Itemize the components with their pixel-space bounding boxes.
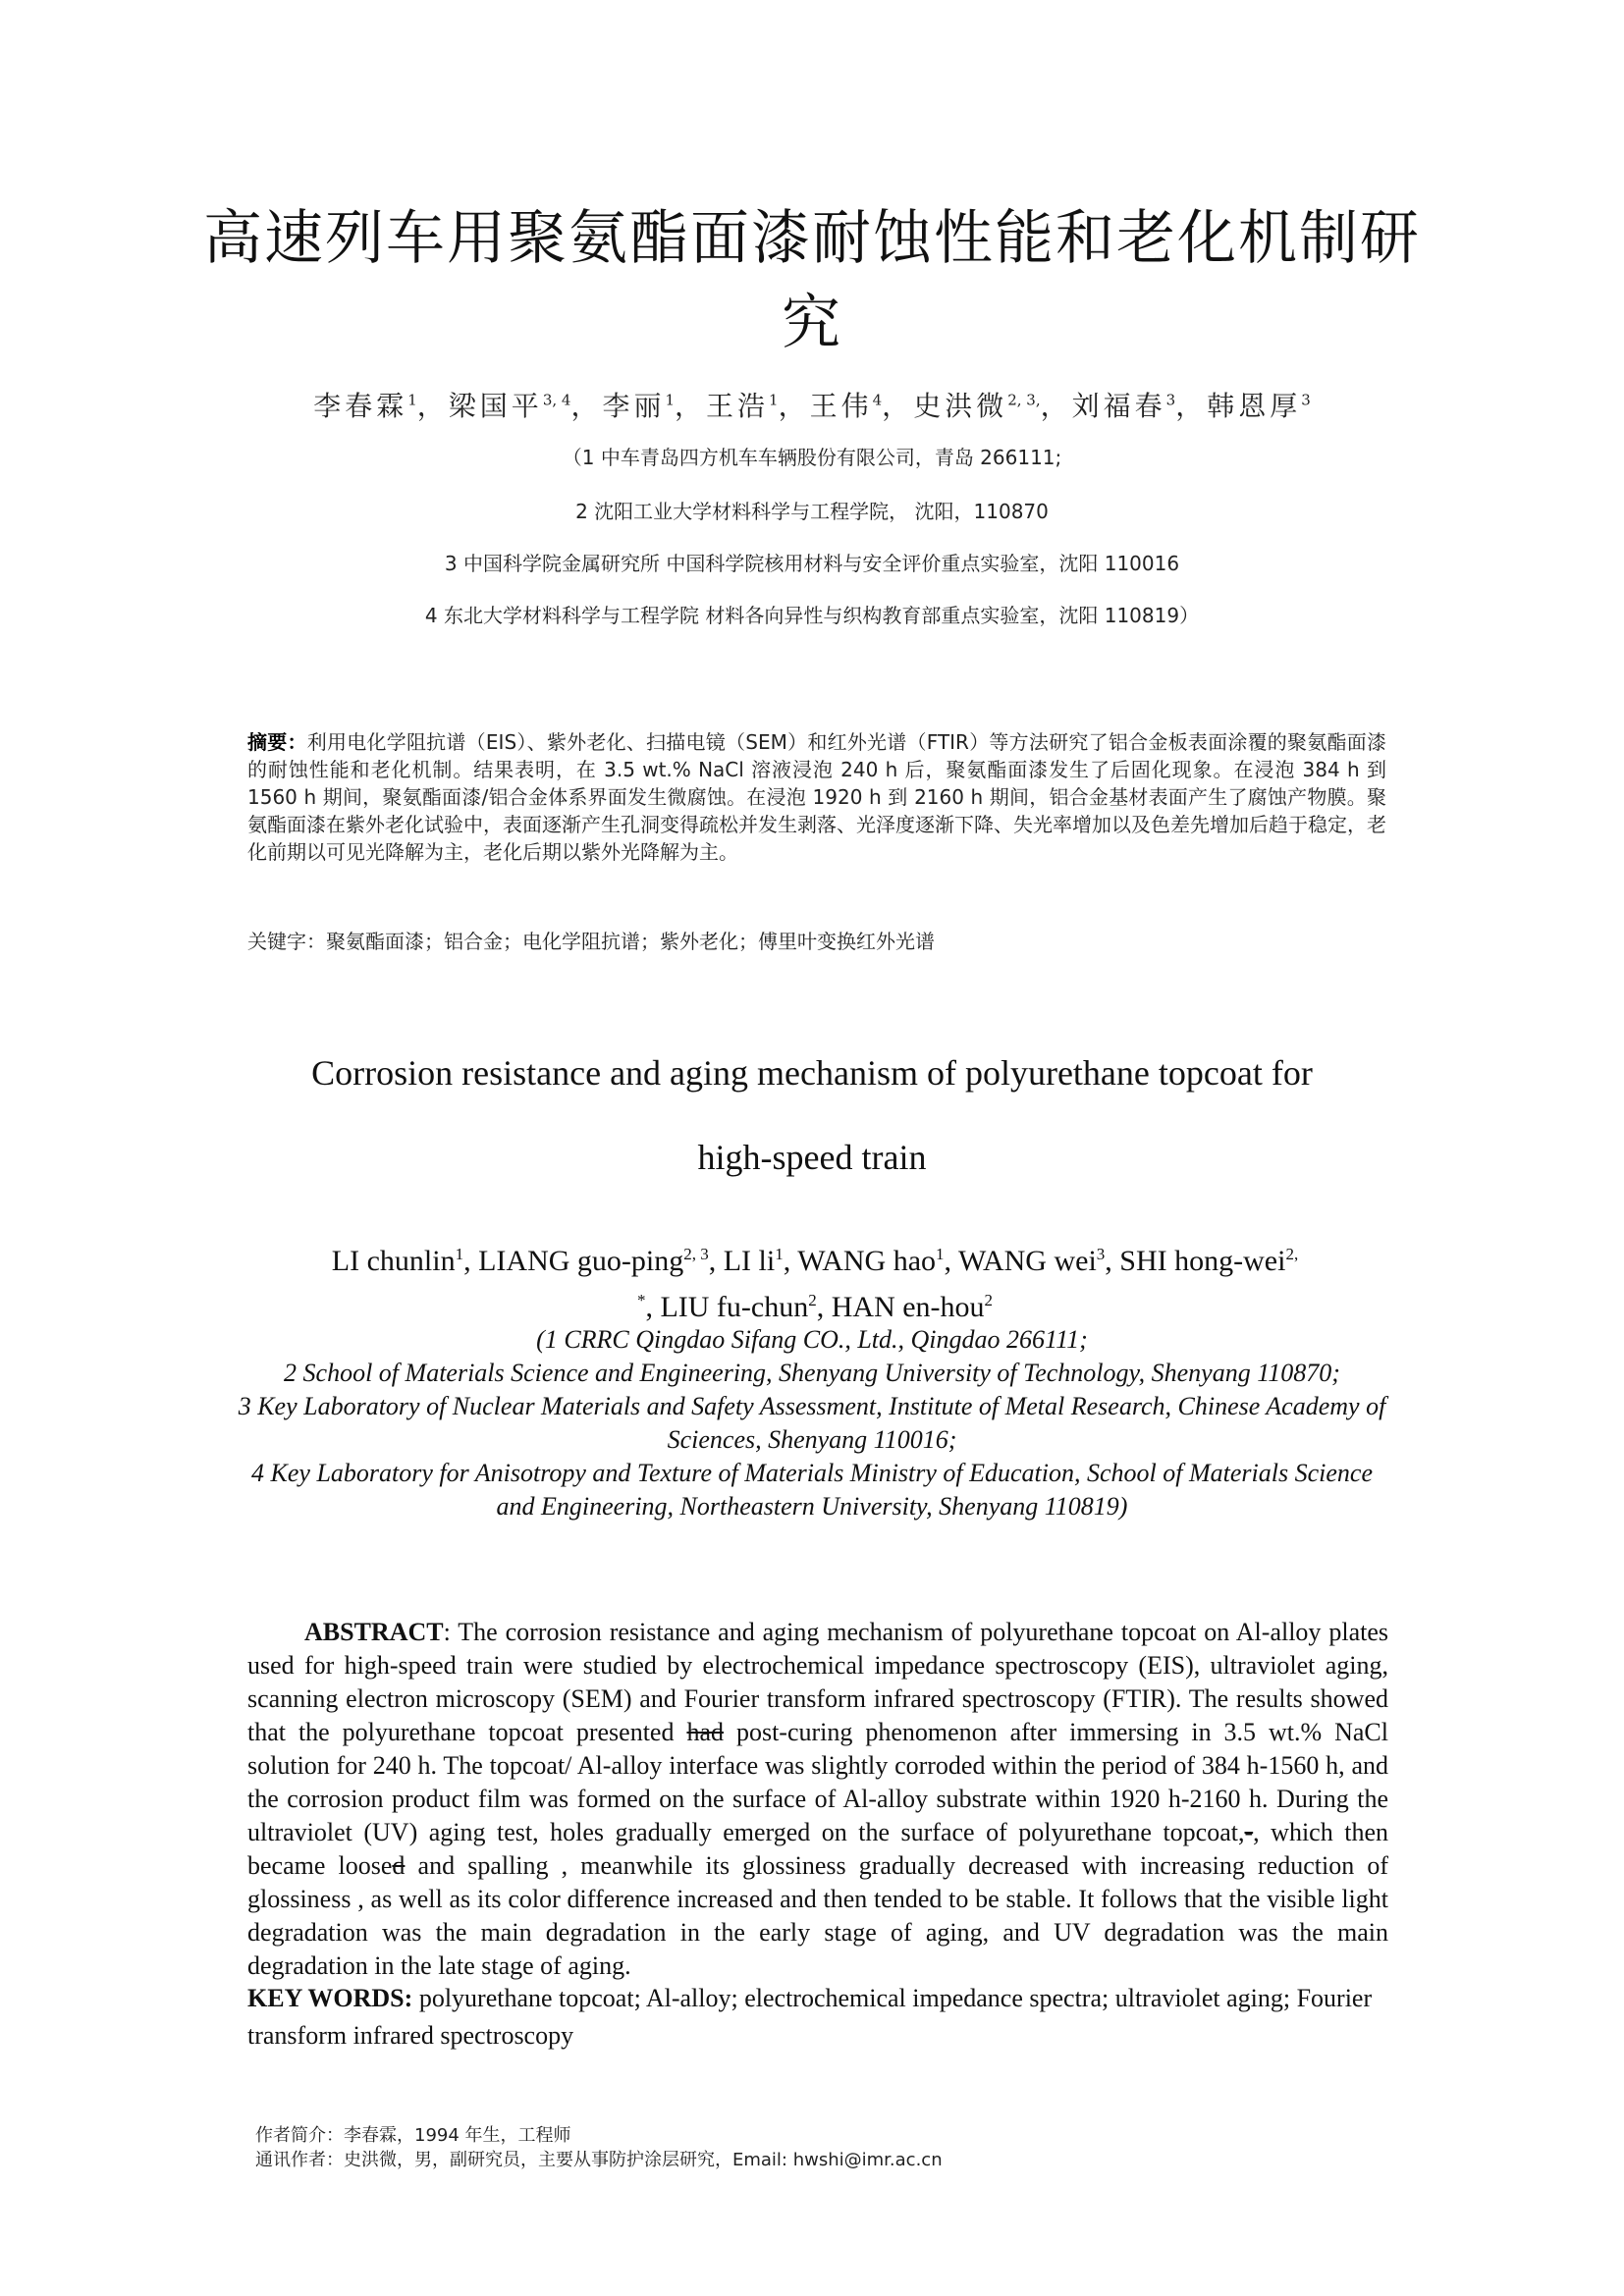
- chinese-author-separator: ，: [882, 390, 914, 422]
- english-author-name: LI chunlin: [331, 1245, 456, 1277]
- english-title: [147, 1031, 1477, 1200]
- english-title-line-2: high-speed train: [697, 1138, 927, 1177]
- english-keywords: [247, 1980, 1388, 2055]
- english-author-separator: ,: [1105, 1245, 1120, 1277]
- chinese-author-list: [147, 385, 1477, 424]
- english-author: [832, 1291, 993, 1323]
- english-abstract: [247, 1616, 1388, 1983]
- chinese-author-affiliation-mark: 3: [1301, 391, 1311, 409]
- english-affiliations: [236, 1323, 1388, 1523]
- english-affiliation-3: 3 Key Laboratory of Nuclear Materials and Safety Assessment, Institute of Metal Research, Chinese Academy of Sciences, Shenyang 110016;: [238, 1392, 1386, 1454]
- english-author-affiliation-mark: 2: [808, 1291, 817, 1309]
- english-author-name: WANG wei: [957, 1245, 1097, 1277]
- english-author-separator: ,: [816, 1291, 832, 1323]
- english-abstract-label: ABSTRACT: [304, 1618, 444, 1646]
- chinese-author-affiliation-mark: 4: [872, 391, 883, 409]
- english-author-affiliation-mark: 1: [936, 1245, 945, 1263]
- english-author-affiliation-mark: 3: [1096, 1245, 1106, 1263]
- english-affiliation-4: 4 Key Laboratory for Anisotropy and Texture of Materials Ministry of Education, School of Materials Science and Engineering, Northeastern University, Shenyang 110819): [251, 1459, 1373, 1521]
- english-author-separator: ,: [944, 1245, 958, 1277]
- chinese-author-affiliation-mark: 1: [407, 391, 417, 409]
- english-abstract-text-1: : The corrosion resistance and aging mechanism of polyurethane topcoat on Al-alloy plates used for high-speed train were studied by electrochemical impedance spectroscopy (EIS), ultraviolet aging, scanning electron microscopy (SEM) and Fourier transform infrared spectroscopy (FTIR). The results showed that the polyurethane topcoat presented: [247, 1618, 1388, 1746]
- english-author-separator: ,: [463, 1245, 479, 1277]
- chinese-author-separator: ，: [416, 390, 449, 422]
- chinese-affiliation-2: 2 沈阳工业大学材料科学与工程学院， 沈阳，110870: [575, 500, 1049, 523]
- english-author-name: WANG hao: [797, 1245, 937, 1277]
- chinese-author-name: 刘福春: [1071, 390, 1166, 422]
- english-author-name: LI li: [723, 1245, 776, 1277]
- chinese-author: [706, 390, 779, 422]
- chinese-author-affiliation-mark: 2, 3,: [1007, 391, 1041, 409]
- english-author-affiliation-mark: 1: [775, 1245, 784, 1263]
- chinese-keywords: [247, 926, 1386, 954]
- english-abstract-deleted-1: had: [686, 1718, 724, 1746]
- chinese-author: [449, 390, 571, 422]
- english-author: [660, 1291, 816, 1323]
- english-author-affiliation-mark: 1: [455, 1245, 464, 1263]
- english-abstract-deleted-2: -: [1244, 1818, 1254, 1846]
- chinese-keywords-label: 关键字：: [247, 930, 326, 953]
- english-title-line-1: Corrosion resistance and aging mechanism of polyurethane topcoat for: [311, 1053, 1313, 1093]
- chinese-author-separator: ，: [675, 390, 707, 422]
- chinese-author-name: 史洪微: [913, 390, 1008, 422]
- english-keywords-label: KEY WORDS:: [247, 1984, 413, 2012]
- chinese-author: [313, 390, 417, 422]
- footnotes: [255, 2123, 1384, 2172]
- chinese-author-affiliation-mark: 1: [665, 391, 676, 409]
- english-abstract-text-3: , which then became loose: [247, 1818, 1388, 1880]
- chinese-author: [913, 390, 1040, 422]
- chinese-abstract-text: 利用电化学阻抗谱（EIS）、紫外老化、扫描电镜（SEM）和红外光谱（FTIR）等方法研究了铝合金板表面涂覆的聚氨酯面漆的耐蚀性能和老化机制。结果表明，在 3.5 wt.% NaCl 溶液浸泡 240 h 后，聚氨酯面漆发生了后固化现象。在浸泡 384 h 到 1560 h 期间，聚氨酯面漆/铝合金体系界面发生微腐蚀。在浸泡 1920 h 到 2160 h 期间，铝合金基材表面产生了腐蚀产物膜。聚氨酯面漆在紫外老化试验中，表面逐渐产生孔洞变得疏松并发生剥落、光泽度逐渐下降、失光率增加以及色差先增加后趋于稳定，老化前期以可见光降解为主，老化后期以紫外光降解为主。: [247, 730, 1387, 864]
- chinese-author-name: 韩恩厚: [1207, 390, 1302, 422]
- english-author: [724, 1245, 784, 1277]
- english-author: [797, 1245, 944, 1277]
- chinese-author-name: 王伟: [809, 390, 873, 422]
- chinese-author: [1207, 390, 1311, 422]
- english-author-separator: ,: [645, 1291, 661, 1323]
- chinese-author: [1072, 390, 1176, 422]
- english-abstract-text-2: post-curing phenomenon after immersing in 3.5 wt.% NaCl solution for 240 h. The topcoat/ Al-alloy interface was slightly corroded within the period of 384 h-1560 h, and the corrosion product film was formed on the surface of Al-alloy substrate within 1920 h-2160 h. During the ultraviolet (UV) aging test, holes gradually emerged on the surface of polyurethane topcoat,: [247, 1718, 1388, 1846]
- footnote-author-intro: 作者简介：李春霖，1994 年生，工程师: [255, 2125, 571, 2146]
- chinese-affiliation-4: 4 东北大学材料科学与工程学院 材料各向异性与织构教育部重点实验室，沈阳 110819）: [424, 604, 1200, 627]
- chinese-author-affiliation-mark: 1: [769, 391, 779, 409]
- chinese-affiliation-1: （1 中车青岛四方机车车辆股份有限公司，青岛 266111;: [562, 446, 1062, 469]
- footnote-corresponding-author: 通讯作者：史洪微，男，副研究员，主要从事防护涂层研究，Email: hwshi@imr.ac.cn: [255, 2150, 943, 2170]
- chinese-author: [602, 390, 675, 422]
- english-author-name: HAN en-hou: [831, 1291, 985, 1323]
- english-author: [478, 1245, 709, 1277]
- chinese-author-separator: ，: [1040, 390, 1072, 422]
- english-author-name: LIANG guo-ping: [478, 1245, 684, 1277]
- chinese-author-separator: ，: [778, 390, 810, 422]
- english-keywords-text: polyurethane topcoat; Al-alloy; electrochemical impedance spectra; ultraviolet aging; Fourier transform infrared spectroscopy: [247, 1984, 1373, 2050]
- english-author-list: [324, 1235, 1306, 1327]
- english-author: [958, 1245, 1105, 1277]
- chinese-author: [810, 390, 883, 422]
- chinese-keywords-text: 聚氨酯面漆；铝合金；电化学阻抗谱；紫外老化；傅里叶变换红外光谱: [326, 930, 935, 953]
- english-abstract-text-4: and spalling , meanwhile its glossiness gradually decreased with increasing reduction of glossiness , as well as its color difference increased and then tended to be stable. It follows that the visible light degradation was the main degradation in the early stage of aging, and UV degradation was the main degradation in the late stage of aging.: [247, 1851, 1388, 1980]
- english-affiliation-1: (1 CRRC Qingdao Sifang CO., Ltd., Qingdao 266111;: [536, 1325, 1088, 1354]
- english-author-affiliation-mark: 2, 3: [683, 1245, 709, 1263]
- chinese-author-affiliation-mark: 3, 4: [542, 391, 571, 409]
- english-author-separator: ,: [708, 1245, 724, 1277]
- chinese-title: 高速列车用聚氨酯面漆耐蚀性能和老化机制研究: [203, 204, 1421, 357]
- english-author: [332, 1245, 463, 1277]
- chinese-abstract-colon: ：: [287, 730, 307, 754]
- chinese-author-separator: ，: [570, 390, 603, 422]
- chinese-abstract: [247, 728, 1386, 866]
- chinese-abstract-label: 摘要: [247, 730, 288, 754]
- chinese-author-separator: ，: [1175, 390, 1208, 422]
- english-abstract-deleted-3: d: [392, 1851, 406, 1880]
- chinese-author-name: 梁国平: [448, 390, 543, 422]
- english-affiliation-2: 2 School of Materials Science and Engineering, Shenyang University of Technology, Shenyang 110870;: [284, 1359, 1340, 1387]
- english-author-name: LIU fu-chun: [660, 1291, 809, 1323]
- english-author-name: SHI hong-wei: [1119, 1245, 1286, 1277]
- english-author-affiliation-mark: 2, *: [636, 1245, 1299, 1309]
- chinese-affiliation-3: 3 中国科学院金属研究所 中国科学院核用材料与安全评价重点实验室，沈阳 110016: [444, 552, 1180, 575]
- english-author-separator: ,: [783, 1245, 798, 1277]
- english-author-affiliation-mark: 2: [984, 1291, 994, 1309]
- chinese-author-name: 李春霖: [313, 390, 408, 422]
- chinese-author-name: 王浩: [706, 390, 770, 422]
- chinese-author-affiliation-mark: 3: [1165, 391, 1176, 409]
- chinese-author-name: 李丽: [602, 390, 666, 422]
